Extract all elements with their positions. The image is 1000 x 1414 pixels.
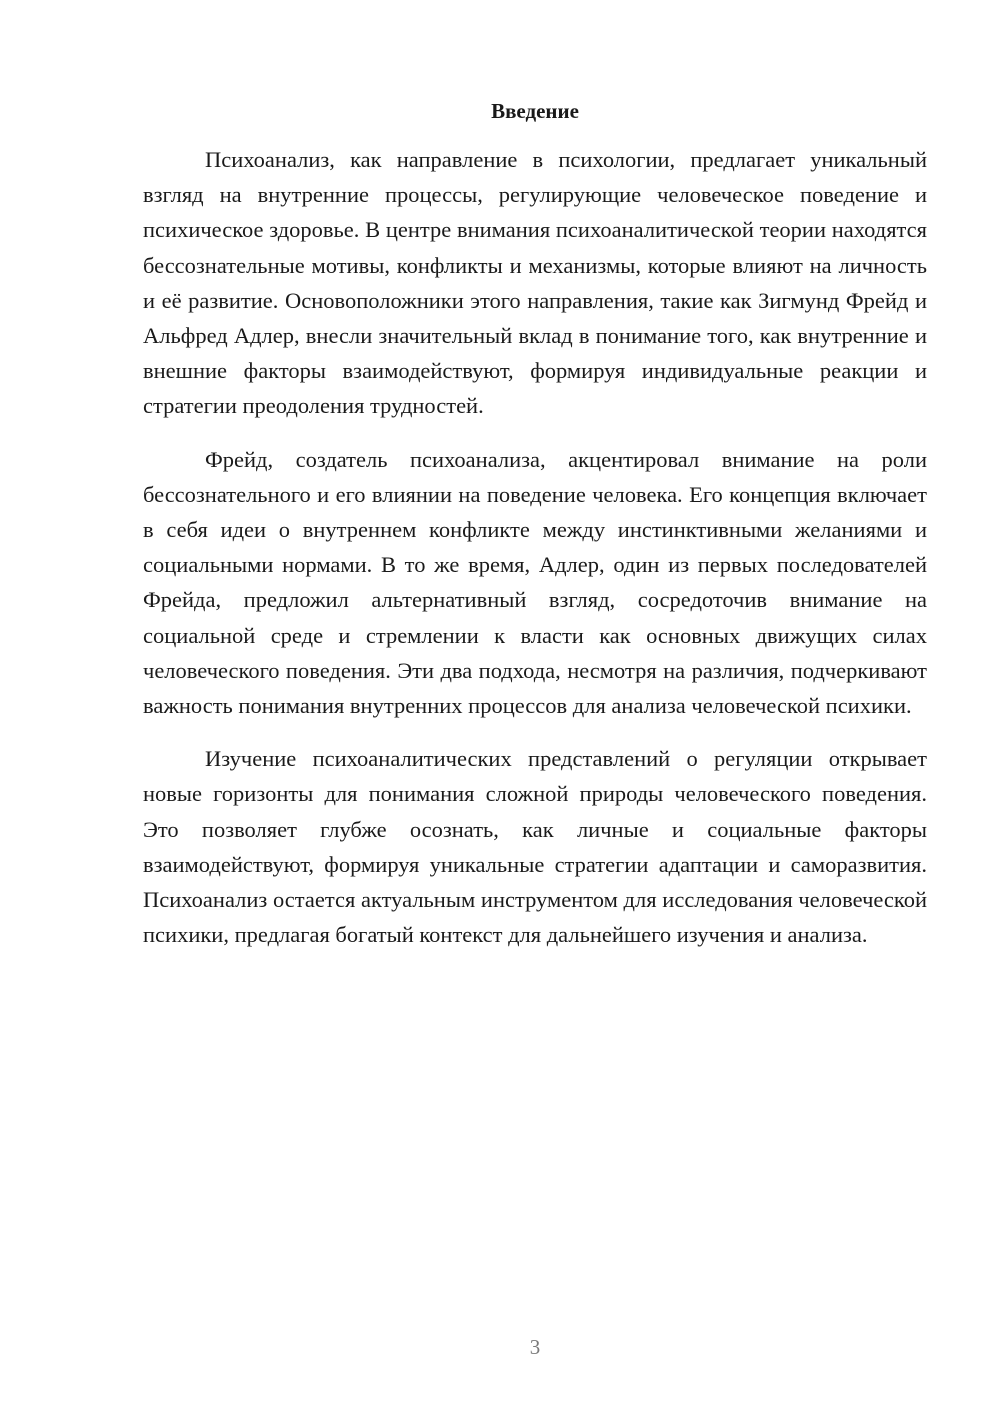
page-title: Введение [491, 99, 579, 123]
body-text [143, 142, 927, 952]
paragraph-3: Изучение психоаналитических представлений о регуляции открывает новые горизонты для понимания сложной природы человеческого поведения. Это позволяет глубже осознать, как личные и социальные факторы взаимодействуют, формируя уникальные стратегии адаптации и саморазвития. Психоанализ остается актуальным инструментом для исследования человеческой психики, предлагая богатый контекст для дальнейшего изучения и анализа. [143, 746, 927, 948]
page-number: 3 [529, 1335, 541, 1359]
paragraph-1: Психоанализ, как направление в психологии, предлагает уникальный взгляд на внутренние процессы, регулирующие человеческое поведение и психическое здоровье. В центре внимания психоаналитической теории находятся бессознательные мотивы, конфликты и механизмы, которые влияют на личность и её развитие. Основоположники этого направления, такие как Зигмунд Фрейд и Альфред Адлер, внесли значительный вклад в понимание того, как внутренние и внешние факторы взаимодействуют, формируя индивидуальные реакции и стратегии преодоления трудностей. [143, 147, 927, 419]
paragraph-2: Фрейд, создатель психоанализа, акцентировал внимание на роли бессознательного и его влиянии на поведение человека. Его концепция включает в себя идеи о внутреннем конфликте между инстинктивными желаниями и социальными нормами. В то же время, Адлер, один из первых последователей Фрейда, предложил альтернативный взгляд, сосредоточив внимание на социальной среде и стремлении к власти как основных движущих силах человеческого поведения. Эти два подхода, несмотря на различия, подчеркивают важность понимания внутренних процессов для анализа человеческой психики. [143, 446, 927, 719]
